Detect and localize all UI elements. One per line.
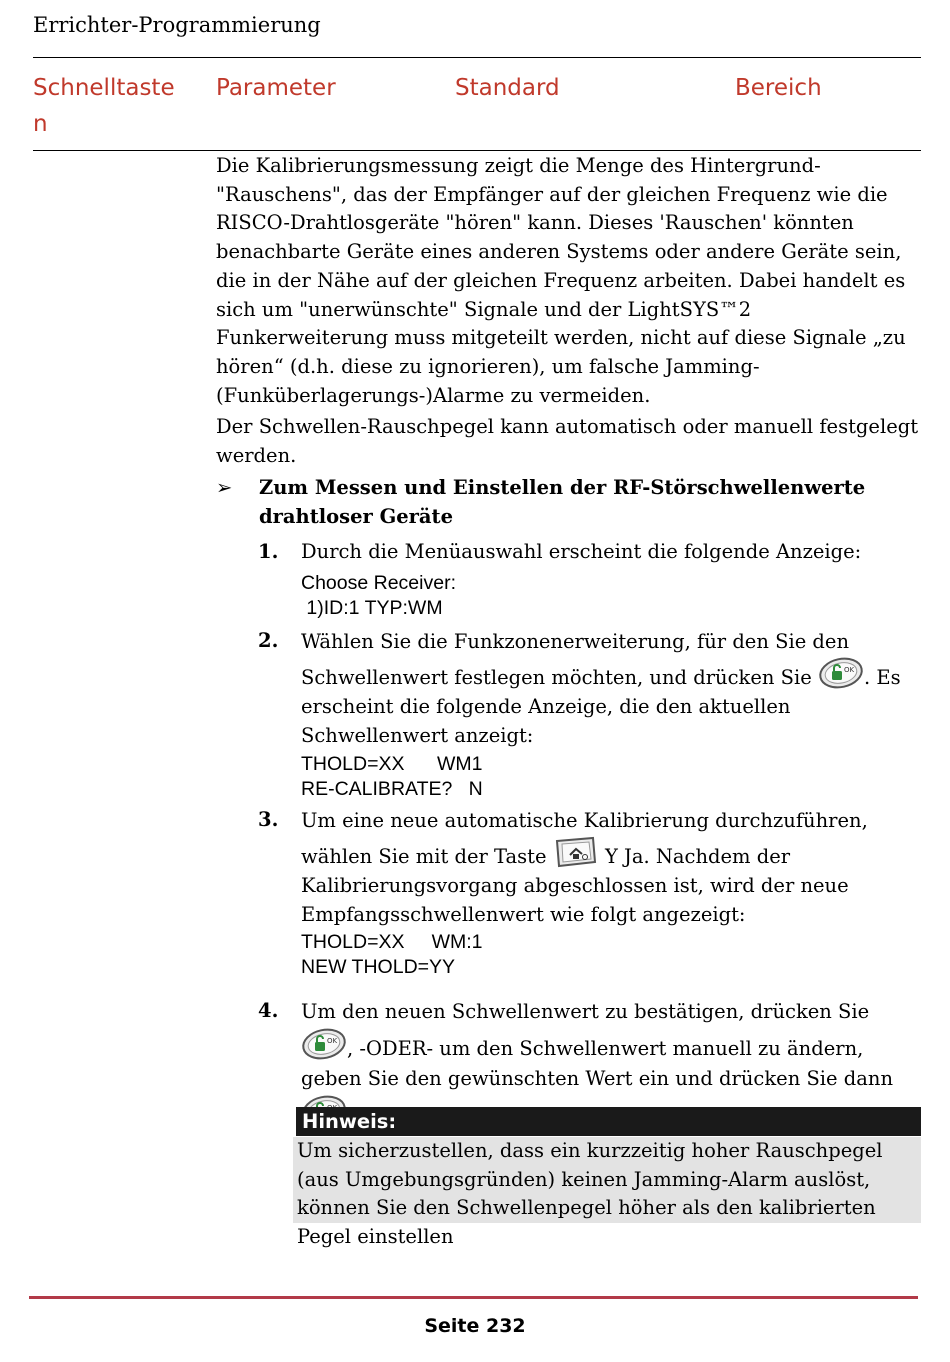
- procedure-title: Zum Messen und Einstellen der RF-Störschwellenwerte drahtloser Geräte: [259, 476, 866, 528]
- step-text-continued: . Es erscheint die folgende Anzeige, die den aktuellen Schwellenwert anzeigt:: [301, 666, 901, 747]
- step-number: 2.: [258, 629, 279, 652]
- step-text: Um den neuen Schwellenwert zu bestätigen, drücken Sie: [301, 1000, 870, 1023]
- lcd-line-2: RE-CALIBRATE? N: [301, 778, 483, 800]
- step-number: 1.: [258, 540, 279, 563]
- svg-text:OK: OK: [843, 666, 855, 674]
- home-key-icon: [553, 835, 599, 869]
- column-header-schnelltasten: Schnelltaste n: [33, 75, 175, 137]
- lcd-line-1: THOLD=XX WM1: [301, 753, 483, 775]
- note-heading: Hinweis:: [296, 1107, 921, 1136]
- lcd-line-2: 1)ID:1 TYP:WM: [301, 596, 443, 619]
- step-2: [258, 627, 918, 802]
- step-number: 4.: [258, 999, 279, 1022]
- intro-paragraph-2: Der Schwellen-Rauschpegel kann automatisch oder manuell festgelegt werden.: [216, 415, 919, 468]
- page-number: Seite 232: [424, 1315, 526, 1337]
- intro-paragraph-1: Die Kalibrierungsmessung zeigt die Menge des Hintergrund-"Rauschens", das der Empfänger auf der gleichen Frequenz wie die RISCO-Drahtlosgeräte "hören" kann. Dieses 'Rauschen' könnten benachbarte Geräte eines anderen Systems oder andere Geräte sein, die in der Nähe auf der gleichen Frequenz arbeiten. Dabei handelt es sich um "unerwünschte" Signale und der LightSYS™2 Funkerweiterung muss mitgeteilt werden, nicht auf diese Signale „zu hören“ (d.h. diese zu ignorieren), um falsche Jamming- (Funküberlagerungs-)Alarme zu vermeiden.: [216, 154, 906, 407]
- step-1: [258, 538, 918, 621]
- lcd-line-1: THOLD=XX WM:1: [301, 931, 483, 953]
- ok-key-icon: [818, 656, 864, 690]
- column-header-parameter: Parameter: [216, 75, 336, 101]
- ok-key-icon: [301, 1027, 347, 1061]
- footer-rule: [29, 1296, 918, 1299]
- page-header-title: Errichter-Programmierung: [33, 13, 321, 37]
- step-text-continued: Y Ja. Nachdem der Kalibrierungsvorgang abgeschlossen ist, wird der neue Empfangsschwellenwert wie folgt angezeigt:: [301, 845, 849, 926]
- procedure-heading: [216, 474, 921, 531]
- note-body: Um sicherzustellen, dass ein kurzzeitig hoher Rauschpegel (aus Umgebungsgründen) keinen Jamming-Alarm auslöst, können Sie den Schwellenpegel höher als den kalibrierten Pegel einstellen: [293, 1137, 921, 1223]
- step-3: [258, 806, 918, 980]
- lcd-line-1: Choose Receiver:: [301, 571, 456, 594]
- arrow-bullet-icon: ➢: [216, 476, 233, 499]
- header-rule: [33, 57, 921, 58]
- step-text: Durch die Menüauswahl erscheint die folgende Anzeige:: [301, 540, 862, 563]
- step-text: Wählen Sie die Funkzonenerweiterung, für den Sie den Schwellenwert festlegen möchten, und drücken Sie: [301, 630, 850, 689]
- column-header-standard: Standard: [455, 75, 560, 101]
- step-text-continued: , -ODER- um den Schwellenwert manuell zu ändern, geben Sie den gewünschten Wert ein und drücken Sie dann: [301, 1037, 894, 1090]
- step-text: Um eine neue automatische Kalibrierung durchzuführen, wählen Sie mit der Taste: [301, 809, 868, 868]
- intro-section: [216, 152, 921, 471]
- lcd-line-2: NEW THOLD=YY: [301, 956, 456, 978]
- step-number: 3.: [258, 808, 279, 831]
- table-header-rule: [33, 150, 921, 151]
- svg-text:OK: OK: [327, 1037, 338, 1045]
- column-header-bereich: Bereich: [735, 75, 822, 101]
